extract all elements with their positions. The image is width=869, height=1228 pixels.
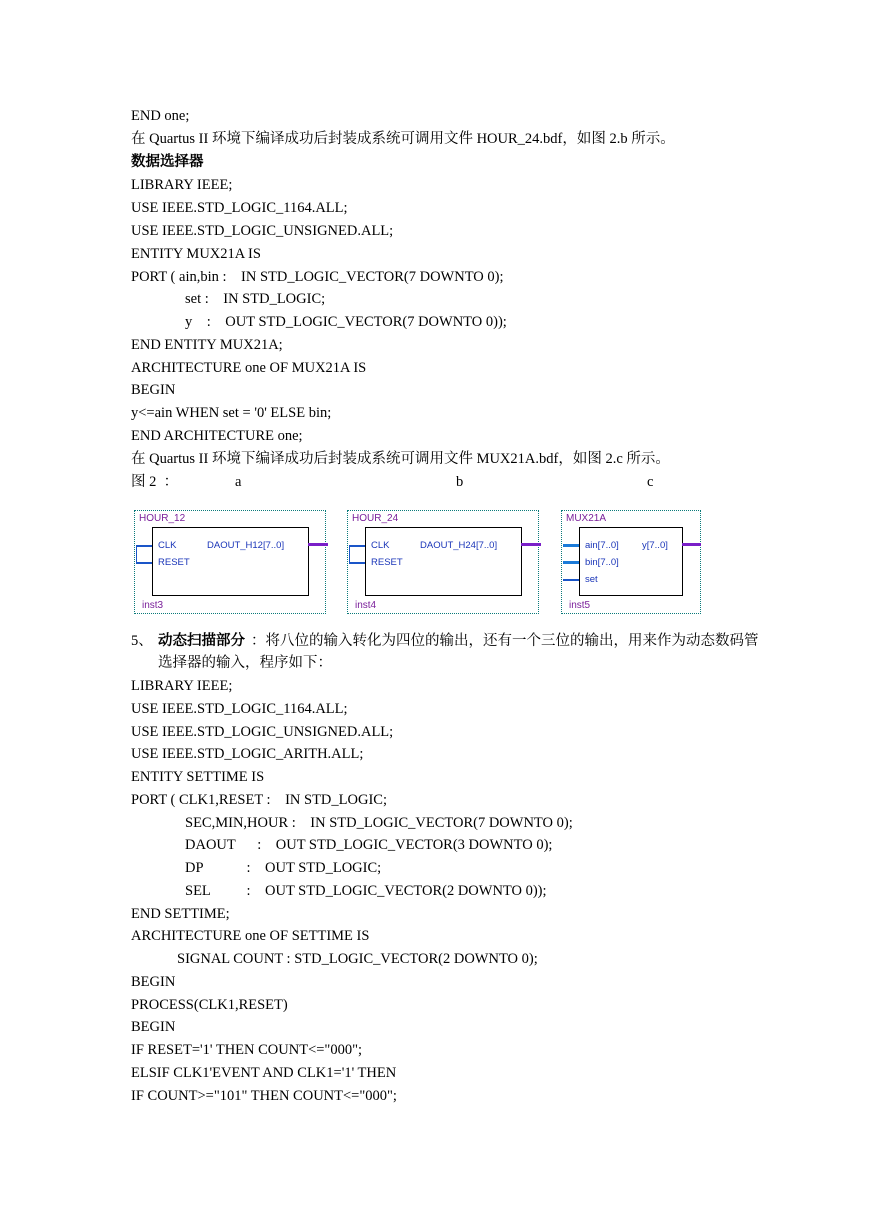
code-line: USE IEEE.STD_LOGIC_UNSIGNED.ALL;: [131, 223, 394, 239]
figure-caption-c: c: [647, 474, 654, 490]
code-line: END ENTITY MUX21A;: [131, 337, 283, 353]
code-line: USE IEEE.STD_LOGIC_1164.ALL;: [131, 200, 348, 216]
diagram-mux21a: [561, 510, 701, 614]
block-symbol: [152, 527, 309, 596]
code-line: ENTITY MUX21A IS: [131, 246, 261, 262]
code-line: set : IN STD_LOGIC;: [185, 291, 326, 307]
instance-name: inst4: [355, 600, 377, 611]
block-title: HOUR_24: [352, 513, 399, 524]
section-text: 选择器的输入，程序如下：: [158, 655, 332, 671]
input-bus-bin: [563, 561, 580, 564]
port-clk: CLK: [158, 540, 177, 551]
port-output: DAOUT_H24[7..0]: [420, 540, 498, 551]
port-clk: CLK: [371, 540, 390, 551]
code-line: LIBRARY IEEE;: [131, 177, 233, 193]
diagram-hour24: [347, 510, 539, 614]
code-line: END one;: [131, 108, 190, 124]
code-line: IF COUNT>="101" THEN COUNT<="000";: [131, 1088, 397, 1104]
figure-caption-label: 图 2 ：: [131, 474, 179, 490]
figure-caption-a: a: [235, 474, 242, 490]
section-text: ：将八位的输入转化为四位的输出，还有一个三位的输出，用来作为动态数码管: [251, 633, 759, 649]
code-line: END SETTIME;: [131, 906, 230, 922]
instance-name: inst5: [569, 600, 591, 611]
code-line: PROCESS(CLK1,RESET): [131, 997, 288, 1013]
port-output: y[7..0]: [642, 540, 668, 551]
code-line: PORT ( CLK1,RESET : IN STD_LOGIC;: [131, 792, 387, 808]
code-line: IF RESET='1' THEN COUNT<="000";: [131, 1042, 363, 1058]
section-heading: 动态扫描部分: [158, 633, 245, 649]
port-ain: ain[7..0]: [585, 540, 619, 551]
code-line: ELSIF CLK1'EVENT AND CLK1='1' THEN: [131, 1065, 397, 1081]
port-reset: RESET: [158, 557, 190, 568]
section-heading: 数据选择器: [131, 154, 204, 170]
code-line: SEC,MIN,HOUR : IN STD_LOGIC_VECTOR(7 DOWNTO 0);: [185, 815, 573, 831]
input-wire-set: [563, 579, 580, 581]
input-wire-reset: [349, 562, 365, 564]
input-wire: [349, 545, 350, 563]
port-reset: RESET: [371, 557, 403, 568]
code-line: PORT ( ain,bin : IN STD_LOGIC_VECTOR(7 DOWNTO 0);: [131, 269, 504, 285]
port-bin: bin[7..0]: [585, 557, 619, 568]
block-title: MUX21A: [566, 513, 607, 524]
text-line: 在 Quartus II 环境下编译成功后封装成系统可调用文件 HOUR_24.bdf，如图 2.b 所示。: [131, 131, 675, 147]
code-line: DP : OUT STD_LOGIC;: [185, 860, 382, 876]
section-number: 5、: [131, 633, 153, 649]
block-symbol: [365, 527, 522, 596]
input-wire-clk: [136, 545, 152, 547]
input-wire-reset: [136, 562, 152, 564]
code-line: USE IEEE.STD_LOGIC_1164.ALL;: [131, 701, 348, 717]
port-set: set: [585, 574, 598, 585]
block-symbol: [579, 527, 683, 596]
output-bus: [682, 543, 701, 546]
code-line: y : OUT STD_LOGIC_VECTOR(7 DOWNTO 0));: [185, 314, 507, 330]
code-line: BEGIN: [131, 382, 176, 398]
input-wire-clk: [349, 545, 365, 547]
code-line: END ARCHITECTURE one;: [131, 428, 303, 444]
code-line: y<=ain WHEN set = '0' ELSE bin;: [131, 405, 332, 421]
code-line: ENTITY SETTIME IS: [131, 769, 265, 785]
input-bus-ain: [563, 544, 580, 547]
code-line: ARCHITECTURE one OF SETTIME IS: [131, 928, 370, 944]
code-line: USE IEEE.STD_LOGIC_UNSIGNED.ALL;: [131, 724, 394, 740]
code-line: SEL : OUT STD_LOGIC_VECTOR(2 DOWNTO 0));: [185, 883, 547, 899]
code-line: BEGIN: [131, 974, 176, 990]
input-wire: [136, 545, 137, 563]
code-line: DAOUT : OUT STD_LOGIC_VECTOR(3 DOWNTO 0);: [185, 837, 553, 853]
block-title: HOUR_12: [139, 513, 186, 524]
code-line: USE IEEE.STD_LOGIC_ARITH.ALL;: [131, 746, 364, 762]
code-line: BEGIN: [131, 1019, 176, 1035]
text-line: 在 Quartus II 环境下编译成功后封装成系统可调用文件 MUX21A.bdf，如图 2.c 所示。: [131, 451, 670, 467]
port-output: DAOUT_H12[7..0]: [207, 540, 285, 551]
code-line: LIBRARY IEEE;: [131, 678, 233, 694]
figure-caption-b: b: [456, 474, 464, 490]
code-line: ARCHITECTURE one OF MUX21A IS: [131, 360, 367, 376]
code-line: SIGNAL COUNT : STD_LOGIC_VECTOR(2 DOWNTO 0);: [177, 951, 538, 967]
instance-name: inst3: [142, 600, 164, 611]
diagram-hour12: [134, 510, 326, 614]
output-bus: [521, 543, 541, 546]
output-bus: [308, 543, 328, 546]
